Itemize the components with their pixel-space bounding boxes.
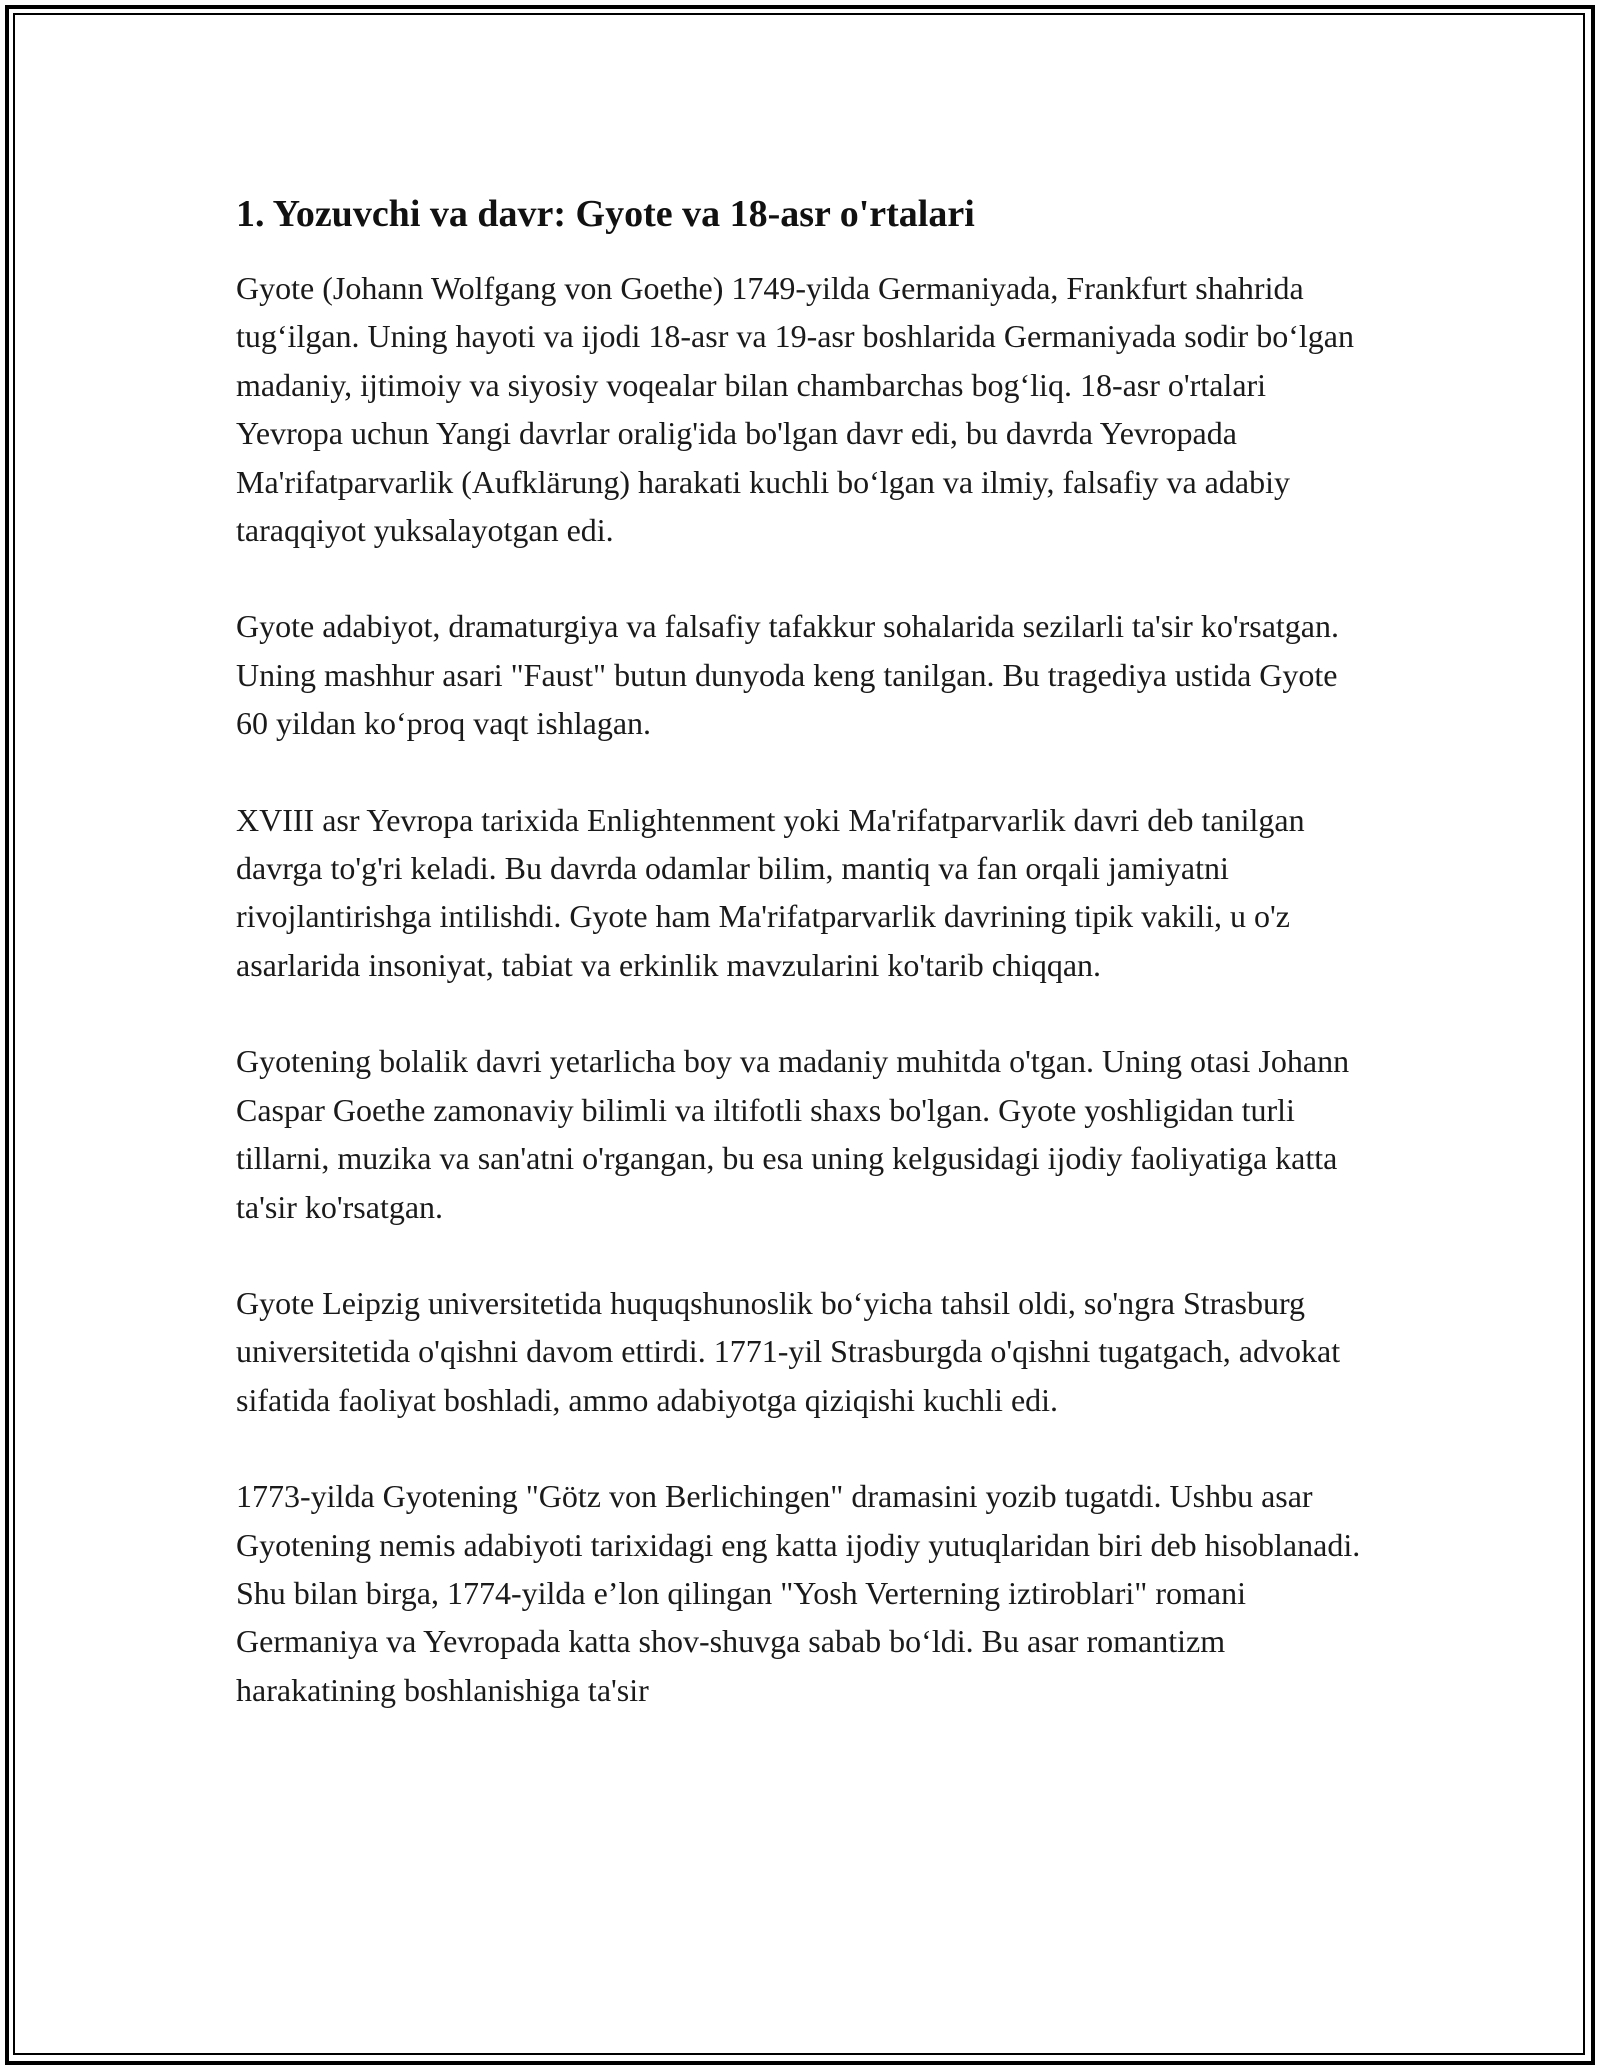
section-heading: 1. Yozuvchi va davr: Gyote va 18-asr o'rtalari [236,193,975,235]
document-body [236,186,1366,1762]
paragraph-education: Gyote Leipzig universitetida huquqshunoslik bo‘yicha tahsil oldi, so'ngra Strasburg universitetida o'qishni davom ettirdi. 1771-yil Strasburgda o'qishni tugatgach, advokat sifatida faoliyat boshladi, ammo adabiyotga qiziqishi kuchli edi. [236,1284,1341,1418]
paragraph-early-works: 1773-yilda Gyotening "Götz von Berlichingen" dramasini yozib tugatdi. Ushbu asar Gyotening nemis adabiyoti tarixidagi eng katta ijodiy yutuqlaridan biri deb hisoblanadi. Shu bilan birga, 1774-yilda e’lon qilingan "Yosh Verterning iztiroblari" romani Germaniya va Yevropada katta shov-shuvga sabab bo‘ldi. Bu asar romantizm harakatining boshlanishiga ta'sir [236,1478,1361,1708]
paragraph-influence-faust: Gyote adabiyot, dramaturgiya va falsafiy tafakkur sohalarida sezilarli ta'sir ko'rsatgan. Uning mashhur asari "Faust" butun dunyoda keng tanilgan. Bu tragediya ustida Gyote 60 yildan ko‘proq vaqt ishlagan. [236,608,1339,742]
paragraph-childhood: Gyotening bolalik davri yetarlicha boy va madaniy muhitda o'tgan. Uning otasi Johann Caspar Goethe zamonaviy bilimli va iltifotli shaxs bo'lgan. Gyote yoshligidan turli tillarni, muzika va san'atni o'rgangan, bu esa uning kelgusidagi ijodiy faoliyatiga katta ta'sir ko'rsatgan. [236,1043,1350,1225]
paragraph-birth-and-era: Gyote (Johann Wolfgang von Goethe) 1749-yilda Germaniyada, Frankfurt shahrida tug‘ilgan. Uning hayoti va ijodi 18-asr va 19-asr boshlarida Germaniyada sodir bo‘lgan madaniy, ijtimoiy va siyosiy voqealar bilan chambarchas bog‘liq. 18-asr o'rtalari Yevropa uchun Yangi davrlar oralig'ida bo'lgan davr edi, bu davrda Yevropada Ma'rifatparvarlik (Aufklärung) harakati kuchli bo‘lgan va ilmiy, falsafiy va adabiy taraqqiyot yuksalayotgan edi. [236,270,1354,549]
paragraph-enlightenment: XVIII asr Yevropa tarixida Enlightenment yoki Ma'rifatparvarlik davri deb tanilgan davrga to'g'ri keladi. Bu davrda odamlar bilim, mantiq va fan orqali jamiyatni rivojlantirishga intilishdi. Gyote ham Ma'rifatparvarlik davrining tipik vakili, u o'z asarlarida insoniyat, tabiat va erkinlik mavzularini ko'tarib chiqqan. [236,801,1305,983]
